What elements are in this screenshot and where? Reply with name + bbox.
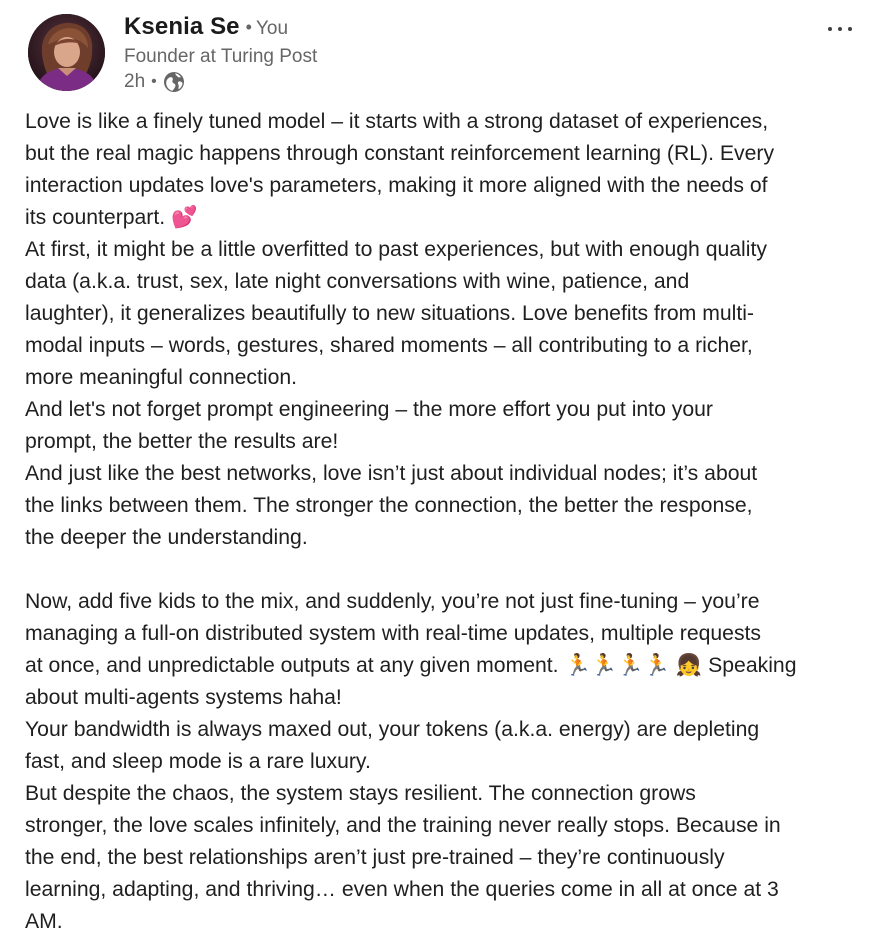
post-line: the deeper the understanding. — [25, 526, 308, 549]
post-line: the links between them. The stronger the connection, the better the response, — [25, 494, 753, 517]
post-body — [25, 106, 865, 938]
post-line: more meaningful connection. — [25, 366, 298, 389]
post-line: Your bandwidth is always maxed out, your tokens (a.k.a. energy) are depleting — [25, 718, 760, 741]
globe-icon — [163, 71, 185, 93]
post-line: the end, the best relationships aren’t just pre-trained – they’re continuously — [25, 846, 725, 869]
avatar-photo — [28, 14, 105, 91]
post-line: data (a.k.a. trust, sex, late night conversations with wine, patience, and — [25, 270, 690, 293]
post-line: learning, adapting, and thriving… even when the queries come in all at once at 3 — [25, 878, 779, 901]
post-line: interaction updates love's parameters, making it more aligned with the needs of — [25, 174, 768, 197]
post-line: And just like the best networks, love isn’t just about individual nodes; it’s about — [25, 462, 758, 485]
post-line: but the real magic happens through constant reinforcement learning (RL). Every — [25, 142, 775, 165]
post-line: Now, add five kids to the mix, and suddenly, you’re not just fine-tuning – you’re — [25, 590, 760, 613]
post-line: managing a full-on distributed system with real-time updates, multiple requests — [25, 622, 762, 645]
post-line: laughter), it generalizes beautifully to new situations. Love benefits from multi- — [25, 302, 754, 325]
post-blank-line — [25, 554, 865, 586]
more-options-button[interactable] — [822, 18, 858, 42]
post-line: fast, and sleep mode is a rare luxury. — [25, 750, 371, 773]
time-separator: • — [151, 73, 157, 90]
post-line: modal inputs – words, gestures, shared moments – all contributing to a richer, — [25, 334, 753, 357]
post-timestamp-line — [124, 70, 185, 94]
post-line: And let's not forget prompt engineering – the more effort you put into your — [25, 398, 713, 421]
author-headline: Founder at Turing Post — [124, 46, 318, 67]
you-badge: You — [255, 18, 289, 39]
author-name[interactable]: Ksenia Se — [124, 13, 240, 40]
post-line: about multi-agents systems haha! — [25, 686, 342, 709]
post-line: AM. — [25, 910, 63, 933]
post-line: prompt, the better the results are! — [25, 430, 339, 453]
post-time[interactable]: 2h — [124, 71, 146, 92]
post-line: stronger, the love scales infinitely, and the training never really stops. Because in — [25, 814, 781, 837]
post-line: its counterpart. 💕 — [25, 206, 198, 229]
more-horizontal-icon-dot — [838, 27, 842, 31]
post-line: Love is like a finely tuned model – it starts with a strong dataset of experiences, — [25, 110, 769, 133]
post-line: at once, and unpredictable outputs at any given moment. 🏃🏃🏃🏃 👧 Speaking — [25, 654, 797, 677]
name-separator: • — [245, 17, 252, 37]
post-header — [28, 12, 858, 96]
avatar[interactable] — [28, 14, 105, 91]
more-horizontal-icon-dot — [848, 27, 852, 31]
author-line — [124, 12, 288, 44]
post-line: At first, it might be a little overfitted to past experiences, but with enough quality — [25, 238, 767, 261]
more-horizontal-icon-dot — [828, 27, 832, 31]
post-line: But despite the chaos, the system stays resilient. The connection grows — [25, 782, 696, 805]
